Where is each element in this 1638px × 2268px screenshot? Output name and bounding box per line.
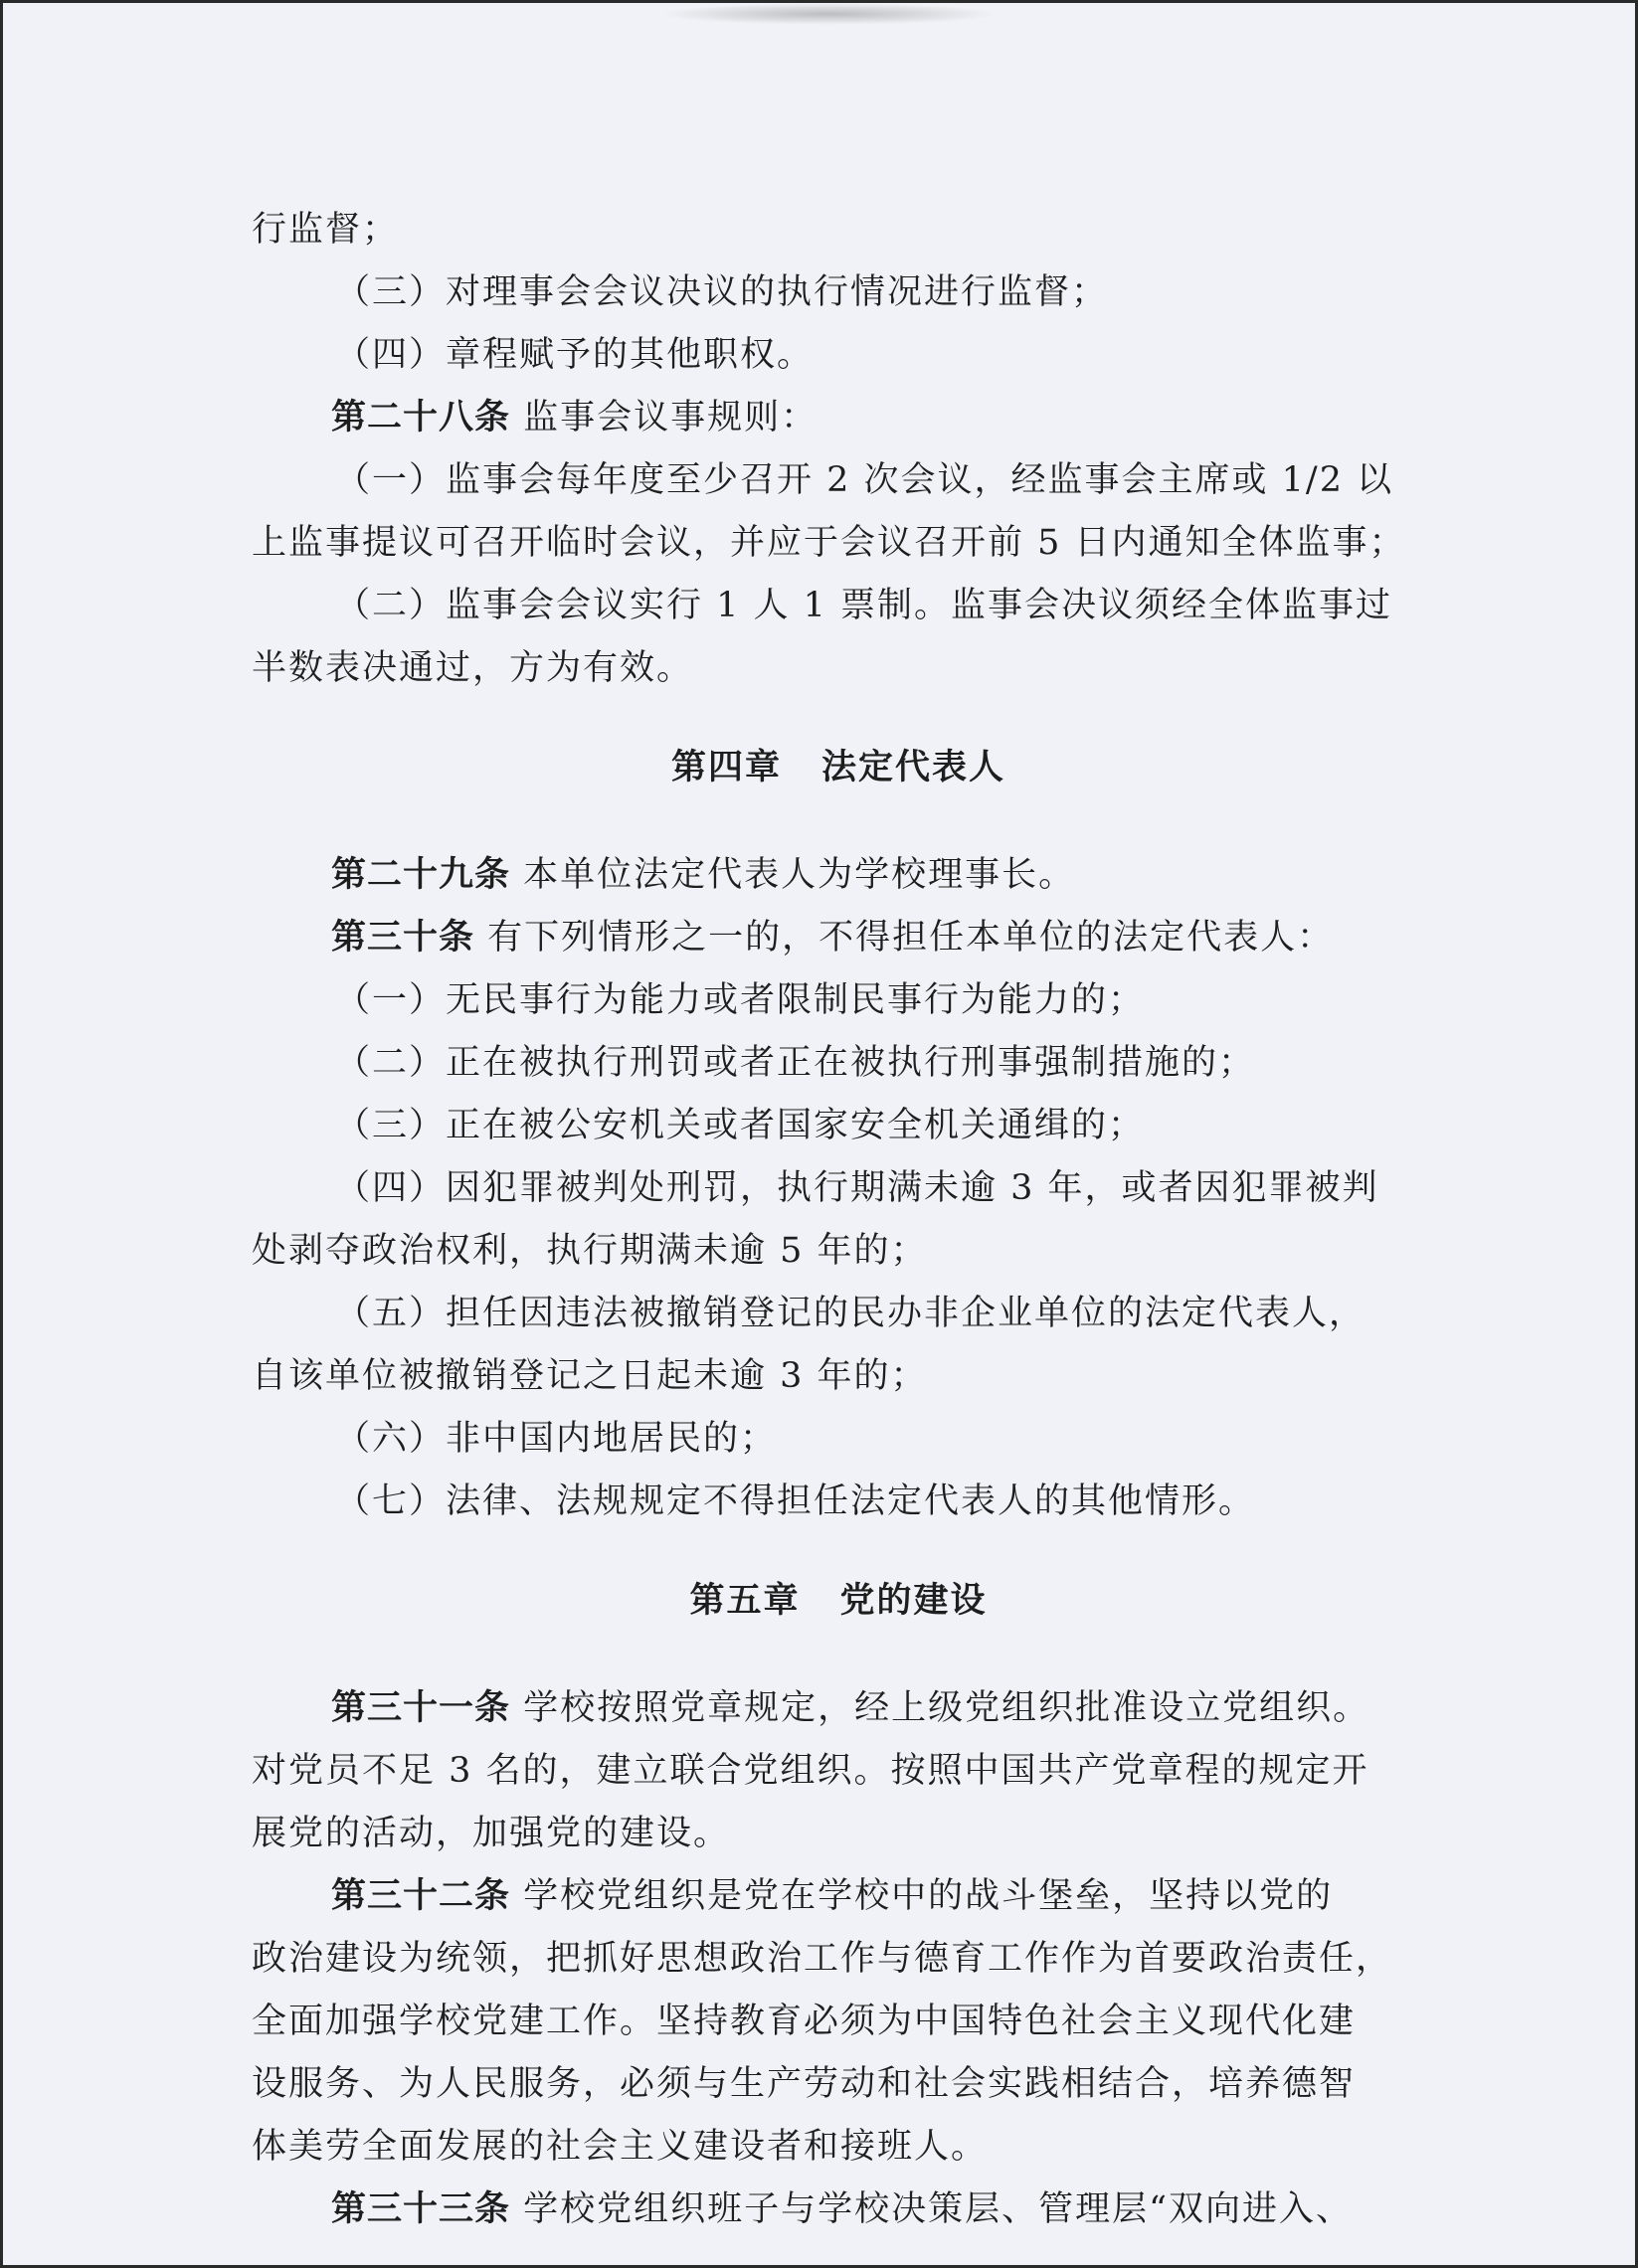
article-text: 监事会议事规则： [523,398,819,437]
article-label: 第二十九条 [331,855,511,895]
chapter-title: 党的建设 [839,1581,988,1621]
text-line: 展党的活动，加强党的建设。 [252,1814,731,1853]
clause-line: （五）担任因违法被撤销登记的民办非企业单位的法定代表人， [335,1294,1366,1333]
clause-line: （三）正在被公安机关或者国家安全机关通缉的； [335,1106,1146,1145]
clause-line: （一）监事会每年度至少召开 2 次会议，经监事会主席或 1/2 以 [335,460,1394,500]
article-label: 第三十条 [331,918,475,958]
clause-line: （二）正在被执行刑罚或者正在被执行刑事强制措施的； [335,1043,1256,1083]
article-30 [252,915,1425,977]
text-line: 上监事提议可召开临时会议，并应于会议召开前 5 日内通知全体监事； [252,523,1406,563]
document-body [252,207,1425,2249]
text-line: 政治建设为统领，把抓好思想政治工作与德育工作作为首要政治责任， [252,1939,1393,1979]
chapter-title: 法定代表人 [821,748,1006,787]
article-text: 学校党组织是党在学校中的战斗堡垒，坚持以党的 [523,1876,1334,1916]
article-text: 本单位法定代表人为学校理事长。 [523,855,1076,895]
text-line: 自该单位被撤销登记之日起未逾 3 年的； [252,1356,928,1396]
article-label: 第三十二条 [331,1876,511,1916]
article-29 [252,852,1425,915]
article-28 [252,395,1425,457]
article-32 [252,1873,1425,1936]
article-text: 学校党组织班子与学校决策层、管理层“双向进入、 [523,2189,1354,2229]
clause-line: （三）对理事会会议决议的执行情况进行监督； [335,272,1109,312]
clause-line: （一）无民事行为能力或者限制民事行为能力的； [335,980,1146,1020]
clause-line: （四）因犯罪被判处刑罚，执行期满未逾 3 年，或者因犯罪被判 [335,1168,1379,1208]
chapter-number: 第四章 [670,748,782,787]
text-line: 体美劳全面发展的社会主义建设者和接班人。 [252,2127,989,2167]
text-line: 全面加强学校党建工作。坚持教育必须为中国特色社会主义现代化建 [252,2002,1357,2041]
scan-smudge [659,3,998,25]
article-label: 第三十一条 [331,1688,511,1728]
article-label: 第二十八条 [331,398,511,437]
text-line: 对党员不足 3 名的，建立联合党组织。按照中国共产党章程的规定开 [252,1751,1369,1791]
text-line: 半数表决通过，方为有效。 [252,648,694,688]
clause-line: （四）章程赋予的其他职权。 [335,335,815,375]
clause-line: （七）法律、法规规定不得担任法定代表人的其他情形。 [335,1482,1256,1521]
text-line: 处剥夺政治权利，执行期满未逾 5 年的； [252,1231,928,1271]
clause-line: （二）监事会会议实行 1 人 1 票制。监事会决议须经全体监事过 [335,586,1393,625]
text-line: 行监督； [252,210,400,250]
article-text: 有下列情形之一的，不得担任本单位的法定代表人： [487,918,1335,958]
article-text: 学校按照党章规定，经上级党组织批准设立党组织。 [523,1688,1370,1728]
article-31 [252,1685,1425,1748]
chapter-heading [252,1541,1425,1660]
chapter-heading [252,708,1425,827]
clause-line: （六）非中国内地居民的； [335,1419,778,1459]
text-line: 设服务、为人民服务，必须与生产劳动和社会实践相结合，培养德智 [252,2064,1357,2104]
article-33 [252,2186,1425,2249]
article-label: 第三十三条 [331,2189,511,2229]
chapter-number: 第五章 [689,1581,801,1621]
